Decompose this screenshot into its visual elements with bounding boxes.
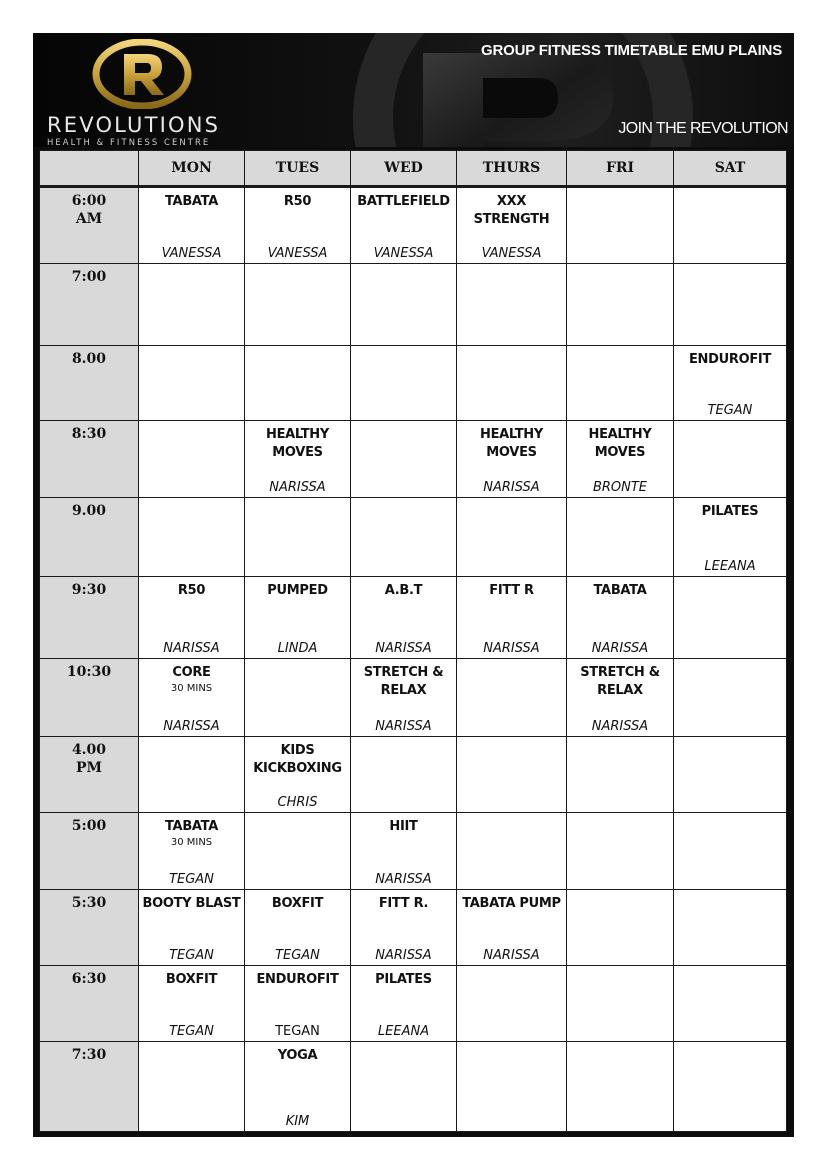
instructor-name: TEGAN [707,403,753,418]
instructor-name: VANESSA [267,246,328,261]
class-cell [351,264,457,346]
class-cell [245,737,351,813]
class-name: R50 [177,583,206,598]
instructor-name: VANESSA [373,246,434,261]
class-cell [567,813,674,890]
time-label: 10:30 [40,659,139,737]
instructor-name: VANESSA [481,246,542,261]
time-label: 6:00 AM [40,187,139,264]
class-cell [457,1042,567,1132]
class-name: ENDUROFIT [688,352,772,367]
class-cell [457,187,567,264]
class-cell [674,346,787,421]
day-header: TUES [245,151,351,187]
class-name: PUMPED [267,583,328,598]
page-title: GROUP FITNESS TIMETABLE EMU PLAINS [481,42,782,59]
class-cell [457,346,567,421]
class-name: KIDS KICKBOXING [253,743,342,776]
class-cell [674,498,787,577]
class-cell [139,659,245,737]
class-name: TABATA [593,583,647,598]
instructor-name: NARISSA [163,641,220,656]
class-cell [245,813,351,890]
time-slot-row [40,577,787,659]
tagline: JOIN THE REVOLUTION [618,120,788,137]
class-cell [351,346,457,421]
time-slot-row [40,966,787,1042]
class-cell [674,659,787,737]
logo-r-emblem [92,39,192,109]
class-cell [245,577,351,659]
instructor-name: NARISSA [483,948,540,963]
class-cell [139,421,245,498]
class-name: XXX STRENGTH [473,194,550,227]
class-cell [457,966,567,1042]
class-cell [567,421,674,498]
class-cell [567,187,674,264]
instructor-name: NARISSA [375,948,432,963]
class-cell [567,264,674,346]
brand-subtitle: HEALTH & FITNESS CENTRE [47,137,211,147]
class-cell [567,577,674,659]
class-cell [351,187,457,264]
instructor-name: NARISSA [483,480,540,495]
time-slot-row [40,737,787,813]
corner-cell [40,151,139,187]
instructor-name: NARISSA [591,719,649,734]
timetable [39,150,787,1132]
class-name: TABATA [165,819,218,834]
instructor-name: TEGAN [169,948,214,963]
class-cell [351,966,457,1042]
time-label: 8.00 [40,346,139,421]
instructor-name: NARISSA [375,872,432,887]
class-cell [674,1042,787,1132]
class-cell [351,813,457,890]
day-header: MON [139,151,245,187]
day-header: WED [351,151,457,187]
class-name: TABATA PUMP [462,896,561,911]
class-cell [567,1042,674,1132]
class-cell [457,264,567,346]
class-name: BATTLEFIELD [357,194,450,209]
time-slot-row [40,421,787,498]
class-name: PILATES [375,972,432,987]
class-cell [351,1042,457,1132]
instructor-name: TEGAN [275,1024,320,1039]
class-cell [245,421,351,498]
time-slot-row [40,346,787,421]
brand-name: REVOLUTIONS [47,113,221,137]
instructor-name: BRONTE [592,480,648,495]
header-banner [33,33,794,147]
class-name: STRETCH & RELAX [363,665,444,698]
class-cell [457,890,567,966]
class-cell [245,498,351,577]
class-cell [139,813,245,890]
class-cell [139,498,245,577]
time-slot-row [40,1042,787,1132]
time-label: 5:00 [40,813,139,890]
time-label: 7:00 [40,264,139,346]
day-header: THURS [457,151,567,187]
class-duration-note: 30 MINS [170,683,213,694]
class-cell [245,890,351,966]
class-cell [567,966,674,1042]
class-cell [457,737,567,813]
instructor-name: VANESSA [161,246,222,261]
class-cell [245,264,351,346]
class-cell [245,659,351,737]
class-name: BOOTY BLAST [142,896,241,911]
class-name: A.B.T [384,583,423,598]
day-header-row [40,151,787,187]
class-cell [245,346,351,421]
class-name: HEALTHY MOVES [265,427,329,460]
class-cell [567,659,674,737]
time-slot-row [40,659,787,737]
instructor-name: LEEANA [704,559,756,574]
instructor-name: TEGAN [169,872,214,887]
class-cell [457,813,567,890]
day-header: FRI [567,151,674,187]
class-name: PILATES [701,504,759,519]
instructor-name: TEGAN [275,948,320,963]
class-cell [351,577,457,659]
class-cell [351,659,457,737]
time-label: 7:30 [40,1042,139,1132]
instructor-name: LEEANA [377,1024,430,1039]
class-cell [567,737,674,813]
time-slot-row [40,498,787,577]
class-cell [457,498,567,577]
class-cell [567,890,674,966]
instructor-name: KIM [285,1114,310,1129]
class-cell [674,890,787,966]
class-cell [139,966,245,1042]
class-cell [139,737,245,813]
class-cell [245,966,351,1042]
time-slot-row [40,264,787,346]
time-label: 5:30 [40,890,139,966]
time-slot-row [40,813,787,890]
class-cell [351,498,457,577]
class-name: CORE [172,665,211,680]
time-label: 9:30 [40,577,139,659]
class-cell [674,187,787,264]
class-cell [351,890,457,966]
class-cell [139,187,245,264]
class-cell [245,187,351,264]
class-cell [674,421,787,498]
instructor-name: NARISSA [483,641,540,656]
class-cell [674,813,787,890]
time-label: 6:30 [40,966,139,1042]
brand-logo [47,39,257,147]
time-label: 8:30 [40,421,139,498]
class-name: TABATA [165,194,218,209]
instructor-name: NARISSA [269,480,326,495]
class-cell [245,1042,351,1132]
class-name: ENDUROFIT [256,972,339,987]
class-cell [674,737,787,813]
class-cell [457,659,567,737]
class-cell [351,421,457,498]
time-slot-row [40,890,787,966]
class-cell [139,890,245,966]
class-name: BOXFIT [271,896,324,911]
class-cell [674,264,787,346]
instructor-name: NARISSA [375,719,432,734]
class-cell [457,577,567,659]
class-cell [351,737,457,813]
class-cell [674,577,787,659]
class-name: STRETCH & RELAX [580,665,660,698]
class-cell [567,346,674,421]
instructor-name: NARISSA [163,719,220,734]
class-name: R50 [283,194,312,209]
instructor-name: CHRIS [277,795,318,810]
class-cell [139,577,245,659]
class-name: BOXFIT [165,972,218,987]
class-name: HIIT [389,819,418,834]
class-name: FITT R. [378,896,429,911]
time-slot-row [40,187,787,264]
class-duration-note: 30 MINS [170,837,213,848]
class-cell [457,421,567,498]
time-label: 4.00 PM [40,737,139,813]
class-name: HEALTHY MOVES [479,427,543,460]
time-label: 9.00 [40,498,139,577]
class-cell [139,264,245,346]
instructor-name: NARISSA [375,641,432,656]
instructor-name: LINDA [277,641,318,656]
class-cell [567,498,674,577]
instructor-name: TEGAN [169,1024,214,1039]
class-name: FITT R [489,583,534,598]
instructor-name: NARISSA [591,641,649,656]
class-cell [139,346,245,421]
day-header: SAT [674,151,787,187]
class-cell [674,966,787,1042]
class-name: YOGA [277,1048,318,1063]
class-cell [139,1042,245,1132]
class-name: HEALTHY MOVES [588,427,652,460]
